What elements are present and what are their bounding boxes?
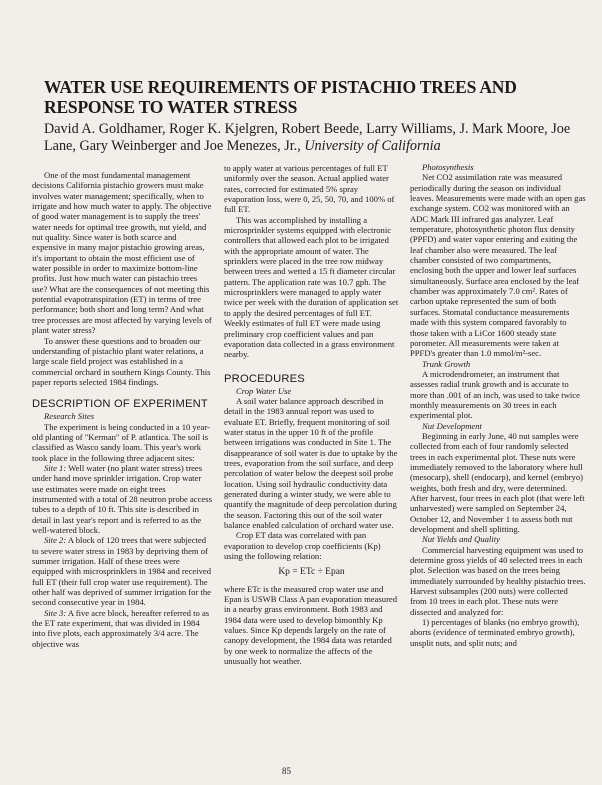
paragraph-etc-definition: where ETc is the measured crop water use and Epan is USWB Class A pan evaporation measured in a nearby grass environment. Both 1983 and 1984 data were used to develop bimonthly Kp values. Since Kp depends largely on the rate of canopy development, the 1984 data was retarded by one week to normalize the affects of the unusually hot weather.	[224, 583, 398, 667]
paper-title: WATER USE REQUIREMENTS OF PISTACHIO TREES AND RESPONSE TO WATER STRESS	[44, 77, 517, 117]
site-3-text: A five acre block, hereafter referred to as the ET rate experiment, that was divided in 1984 into five plots, each approximately 3/4 acre. The objective was	[32, 607, 210, 649]
subheading-crop-water-use: Crop Water Use	[236, 385, 292, 396]
section-heading-description: DESCRIPTION OF EXPERIMENT	[32, 398, 208, 411]
affiliation: University of California	[304, 138, 441, 154]
column-1	[32, 170, 212, 649]
site-2-label: Site 2:	[44, 535, 67, 546]
subheading-research-sites: Research Sites	[44, 411, 95, 422]
paragraph-crop-coefficients: Crop ET data was correlated with pan evaporation to develop crop coefficients (Kp) using the following relation:	[224, 530, 381, 562]
site-2-text: A block of 120 trees that were subjected to severe water stress in 1983 by depriving them of summer irrigation. Half of these trees were equipped with microsprinklers in 1984 and received full ET (their full crop water use requirement). The other half was deprived of summer irrigation for the second consecutive year in 1984.	[32, 535, 211, 608]
paragraph-site-3	[32, 608, 212, 649]
equation-kp: Kp = ETc ÷ Epan	[278, 567, 345, 578]
paragraph-trunk-growth: A microdendrometer, an instrument that assesses radial trunk growth and is accurate to more than .001 of an inch, was used to take twice monthly measurements on 30 trees in each experimental plot.	[410, 368, 580, 421]
intro-paragraph-2: To answer these questions and to broaden our understanding of pistachio plant water relations, a large scale field project was established in a commercial orchard in southern Kings County. This paper reports selected 1984 findings.	[32, 335, 211, 387]
section-heading-procedures: PROCEDURES	[224, 372, 305, 385]
page-number: 85	[282, 766, 291, 776]
paragraph-nut-yields: Commercial harvesting equipment was used to determine gross yields of 40 selected trees in each plot. Selection was based on the trees being immediately surrounded by healthy pistachio trees. Harvest subsamples (200 nuts) were collected from 10 trees in each plot. These nuts were dissected and analyzed for:	[410, 544, 586, 617]
subheading-nut-development: Nut Development	[422, 420, 482, 431]
subheading-nut-yields: Nut Yields and Quality	[422, 534, 500, 545]
paragraph-dissection-list: 1) percentages of blanks (no embryo growth), aborts (evidence of terminated embryo growth), unsplit nuts, and split nuts; and	[410, 617, 580, 648]
site-1-label: Site 1:	[44, 462, 67, 473]
paragraph-apply-water: to apply water at various percentages of full ET uniformly over the season. Actual applied water rates, corrected for estimated 5% spray evaporation loss, were 0, 25, 50, 70, and 100% of full ET.	[224, 163, 395, 215]
paragraph-microsprinkler: This was accomplished by installing a microsprinkler systems equipped with electronic controllers that allowed each plot to be irrigated with the appropriate amount of water. The sprinklers were placed in the tree row midway between trees and wetted a 15 ft diameter circular pattern. The application rate was 10.7 gph. The microsprinklers were managed to apply water twice per week with the duration of application set to apply the desired percentages of full ET. Weekly estimates of full ET were made using preliminary crop coefficient values and pan evaporation data collected in a grass environment nearby.	[224, 214, 399, 360]
paragraph-experiment: The experiment is being conducted in a 10 year-old planting of "Kerman" of P. atlantica. The soil is classified as Wasco sandy loam. This year's work took place in the following three adjacent sites:	[32, 421, 210, 463]
subheading-trunk-growth: Trunk Growth	[422, 358, 471, 369]
column-3	[410, 162, 586, 648]
paragraph-site-2	[32, 535, 212, 607]
intro-paragraph-1: One of the most fundamental management decisions California pistachio growers must make involves water management; specifically, when to irrigate and how much water to apply. The objective of good water management is to supply the trees' water needs for optimal tree growth, nut yield, and nut quality. Since water is both scarce and expensive in many major pistachio growing areas, it's important to obtain the most efficient use of water possible in order to maximize bottom-line profits. Just how much water can pistachio trees use? What are the consequences of not meeting this potential evapotranspiration (ET) in terms of tree performance; both short and long term? And what tree processes are most affected by varying levels of plant water stress?	[32, 170, 212, 336]
author-names: David A. Goldhamer, Roger K. Kjelgren, Robert Beede, Larry Williams, J. Mark Moore, Joe Lane, Gary Weinberger and Joe Menezes, Jr.,	[44, 121, 571, 154]
column-2	[224, 163, 399, 666]
paragraph-soil-water-balance: A soil water balance approach described in detail in the 1983 annual report was used to evaluate ET. Briefly, frequent monitoring of soil water status in the upper 10 ft of the profile between irrigations was conducted in Site 1. The disappearance of soil water is due to uptake by the trees, evaporation from the soil surface, and deep percolation of water below the deepest soil probe location. Using soil hydraulic conductivity data generated during a winter study, we were able to quantify the magnitude of deep percolation during the season. Factoring this out of the soil water balance enabled calculation of orchard water use.	[224, 395, 398, 530]
site-1-text: Well water (no plant water stress) trees under hand move sprinkler irrigation. Crop water use estimates were made on eight trees instrumented with a total of 28 neutron probe access tubes to a depth of 10 ft. This site is described in detail in last year's report and is referred to as the well-watered block.	[32, 462, 212, 535]
paragraph-photosynthesis: Net CO2 assimilation rate was measured periodically during the season on individual leaves. Measurements were made with an open gas exchange system. CO2 was monitored with an ADC Mark III infrared gas analyzer. Leaf temperature, photosynthetic photon flux density (PPFD) and water vapor entering and exiting the leaf chamber also were measured. The leaf chamber consisted of two compartments, enclosing both the upper and lower leaf surfaces simultaneously. Surface area enclosed by the leaf chamber was approximately 7.0 cm². Rates of carbon uptake represented the sum of both surfaces. Stomatal conductance measurements made with this system compared favorably to those taken with a LiCor 1600 steady state porometer. All measurements were taken at PPFD's greater than 1.0 mmol/m²-sec.	[410, 172, 586, 359]
paragraph-site-1	[32, 463, 212, 535]
paragraph-nut-development: Beginning in early June, 40 nut samples were collected from each of four randomly selected trees in each experimental plot. These nuts were immediately removed to the laboratory where hull (mesocarp), shell (endocarp), and kernel (embryo) weights, both fresh and dry, were determined. After harvest, four trees in each plot (that were left unharvested) were sampled on September 24, October 12, and November 1 to assess both nut development and shell splitting.	[410, 430, 585, 535]
site-3-label: Site 3:	[44, 607, 67, 618]
author-list	[44, 121, 592, 155]
subheading-photosynthesis: Photosynthesis	[422, 162, 474, 172]
